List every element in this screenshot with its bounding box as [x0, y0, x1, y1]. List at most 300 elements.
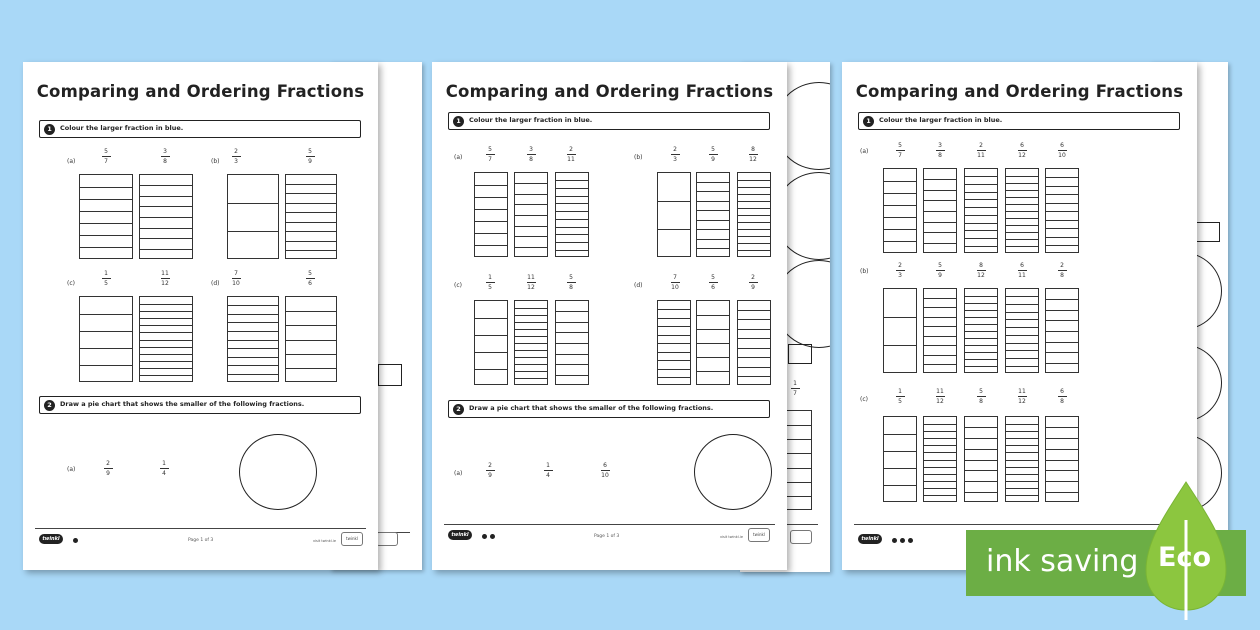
fraction-bar-segment-line	[475, 209, 507, 210]
fraction-bar[interactable]	[737, 172, 771, 257]
fraction-bar-segment-line	[965, 492, 997, 493]
fraction-bar-segment-line	[738, 376, 770, 377]
fraction-bar-segment-line	[515, 329, 547, 330]
fraction-bar[interactable]	[474, 300, 508, 385]
fraction-bar[interactable]	[737, 300, 771, 385]
twinkl-logo: twinkl	[448, 530, 472, 540]
fraction-bar[interactable]	[1005, 288, 1039, 373]
fraction-bar-segment-line	[556, 354, 588, 355]
fraction-bar-segment-line	[1046, 438, 1078, 439]
fraction-bar-segment-line	[787, 482, 811, 483]
fraction-bar-segment-line	[140, 185, 192, 186]
fraction-bar-segment-line	[556, 332, 588, 333]
fraction-bar-segment-line	[1006, 296, 1038, 297]
question-number: 2	[453, 404, 464, 415]
fraction-bar[interactable]	[1005, 416, 1039, 502]
fraction-bar-segment-line	[1006, 495, 1038, 496]
fraction-bar-segment-line	[787, 468, 811, 469]
fraction-bar-segment-line	[697, 357, 729, 358]
fraction-bar-segment-line	[286, 222, 336, 223]
fraction-bar-segment-line	[80, 223, 132, 224]
fraction-bar-segment-line	[1006, 350, 1038, 351]
fraction-bar-segment-line	[697, 315, 729, 316]
fraction: 3 8	[929, 142, 951, 159]
page-number: Page 1 of 3	[188, 538, 214, 543]
fraction-bar-segment-line	[140, 228, 192, 229]
fraction: 5 8	[970, 388, 992, 405]
fraction: 8 12	[977, 262, 985, 279]
fraction-bar-segment-line	[965, 427, 997, 428]
fraction: 5 6	[299, 270, 321, 287]
fraction: 5 9	[702, 146, 724, 163]
fraction-bar-segment-line	[228, 365, 278, 366]
fraction: 2 9	[742, 274, 764, 291]
fraction-bar-segment-line	[286, 354, 336, 355]
fraction: 1 4	[153, 460, 175, 477]
fraction-bar[interactable]	[883, 168, 917, 253]
fraction-bar-segment-line	[658, 360, 690, 361]
fraction-bar-segment-line	[1006, 304, 1038, 305]
fraction-bar-segment-line	[228, 231, 278, 232]
fraction-bar-segment-line	[515, 364, 547, 365]
fraction-bar[interactable]	[285, 296, 337, 382]
fraction-bar-segment-line	[738, 208, 770, 209]
fraction-bar-segment-line	[1046, 177, 1078, 178]
fraction-bar-segment-line	[965, 359, 997, 360]
fraction-bar-segment-line	[1006, 343, 1038, 344]
fraction-bar-segment-line	[924, 452, 956, 453]
question-2-box	[39, 396, 361, 414]
fraction-bar-segment-line	[658, 201, 690, 202]
question-1-box	[39, 120, 361, 138]
fraction-bar[interactable]	[555, 300, 589, 385]
fraction-bar-segment-line	[658, 326, 690, 327]
question-number: 1	[453, 116, 464, 127]
visit-link: visit twinkl.ie	[313, 539, 336, 543]
fraction-bar-segment-line	[515, 183, 547, 184]
fraction-bar-segment-line	[965, 184, 997, 185]
fraction-bar-segment-line	[1006, 366, 1038, 367]
fraction-bar-segment-line	[787, 453, 811, 454]
fraction-bar-segment-line	[884, 345, 916, 346]
fraction: 7 10	[671, 274, 679, 291]
fraction-bar-segment-line	[1006, 358, 1038, 359]
fraction-bar[interactable]	[964, 288, 998, 373]
fraction-bar-segment-line	[1006, 246, 1038, 247]
question-number: 1	[44, 124, 55, 135]
fraction: 5 7	[889, 142, 911, 159]
question-1-box	[448, 112, 770, 130]
fraction-bar-segment-line	[738, 329, 770, 330]
fraction-bar-segment-line	[965, 470, 997, 471]
fraction-bar-segment-line	[658, 377, 690, 378]
page-indicator-dot	[490, 534, 495, 539]
fraction-bar-segment-line	[140, 304, 192, 305]
fraction-bar-segment-line	[515, 378, 547, 379]
twinkl-logo: twinkl	[39, 534, 63, 544]
fraction-bar-segment-line	[924, 481, 956, 482]
fraction: 7 10	[232, 270, 240, 287]
fraction-bar-segment-line	[1006, 488, 1038, 489]
fraction-bar-segment-line	[228, 322, 278, 323]
fraction: 3 8	[154, 148, 176, 165]
fraction: 1 5	[889, 388, 911, 405]
fraction-bar[interactable]	[514, 172, 548, 257]
question-number: 1	[863, 116, 874, 127]
fraction-bar-segment-line	[658, 335, 690, 336]
fraction-bar-segment-line	[475, 197, 507, 198]
fraction-bar-segment-line	[697, 191, 729, 192]
fraction-bar[interactable]	[883, 288, 917, 373]
fraction-bar-segment-line	[80, 348, 132, 349]
fraction-bar-segment-line	[1006, 460, 1038, 461]
fraction-bar-segment-line	[475, 335, 507, 336]
question-instruction: Colour the larger fraction in blue.	[469, 116, 593, 124]
fraction: 6 10	[1058, 142, 1066, 159]
fraction-bar[interactable]	[923, 288, 957, 373]
fraction: 1 5	[479, 274, 501, 291]
fraction-bar-segment-line	[515, 226, 547, 227]
fraction-bar-segment-line	[658, 318, 690, 319]
fraction: 5 6	[702, 274, 724, 291]
fraction-bar-segment-line	[738, 367, 770, 368]
fraction-bar-segment-line	[228, 357, 278, 358]
fraction-bar-segment-line	[515, 343, 547, 344]
fraction-bar-segment-line	[924, 474, 956, 475]
fraction-bar[interactable]	[139, 296, 193, 382]
fraction-bar-segment-line	[1006, 239, 1038, 240]
fraction-bar-segment-line	[884, 468, 916, 469]
fraction-bar-segment-line	[1006, 452, 1038, 453]
fraction-bar-segment-line	[80, 199, 132, 200]
fraction-bar-segment-line	[475, 245, 507, 246]
fraction-bar-segment-line	[515, 371, 547, 372]
fraction-bar-segment-line	[1006, 424, 1038, 425]
fraction: 11 12	[527, 274, 535, 291]
fraction: 5 7	[479, 146, 501, 163]
fraction: 8 12	[749, 146, 757, 163]
worksheet-2	[432, 62, 787, 570]
fraction-bar-segment-line	[924, 431, 956, 432]
page-indicator-dot	[908, 538, 913, 543]
pie-chart-circle[interactable]	[694, 434, 772, 510]
fraction-bar-segment-line	[80, 314, 132, 315]
fraction-bar-segment-line	[884, 205, 916, 206]
fraction-bar-segment-line	[738, 215, 770, 216]
fraction: 6 8	[1051, 388, 1073, 405]
fraction-bar-segment-line	[658, 309, 690, 310]
page-indicator-dot	[900, 538, 905, 543]
part-label: (a)	[860, 148, 869, 155]
footer-line	[854, 524, 1185, 525]
footer-badge: twinkl	[341, 532, 363, 546]
fraction-bar-segment-line	[80, 211, 132, 212]
page-indicator-dot	[892, 538, 897, 543]
fraction-bar-segment-line	[1006, 481, 1038, 482]
page-indicator-dot	[482, 534, 487, 539]
fraction-bar-segment-line	[1046, 310, 1078, 311]
twinkl-logo: twinkl	[858, 534, 882, 544]
fraction-bar-segment-line	[228, 348, 278, 349]
fraction-bar[interactable]	[964, 168, 998, 253]
part-label: (a)	[67, 158, 76, 165]
fraction-bar-segment-line	[140, 238, 192, 239]
fraction-bar-segment-line	[556, 311, 588, 312]
fraction-bar-segment-line	[556, 196, 588, 197]
part-label: (c)	[67, 280, 75, 287]
fraction-bar[interactable]	[227, 174, 279, 259]
fraction-bar-segment-line	[286, 241, 336, 242]
fraction-bar-segment-line	[1046, 492, 1078, 493]
fraction-bar-segment-line	[884, 193, 916, 194]
fraction-bar-segment-line	[475, 369, 507, 370]
fraction-bar[interactable]	[657, 300, 691, 385]
fraction-bar[interactable]	[79, 296, 133, 382]
fraction-bar-segment-line	[556, 188, 588, 189]
fraction-bar-segment-line	[1006, 204, 1038, 205]
fraction-bar-segment-line	[1046, 299, 1078, 300]
fraction-bar-segment-line	[1006, 218, 1038, 219]
fraction-bar-segment-line	[1046, 228, 1078, 229]
fraction-bar-segment-line	[1046, 203, 1078, 204]
fraction-bar-segment-line	[515, 322, 547, 323]
fraction-bar-segment-line	[1006, 445, 1038, 446]
fraction-bar-segment-line	[475, 221, 507, 222]
fraction-bar[interactable]	[923, 168, 957, 253]
fraction-bar-segment-line	[697, 182, 729, 183]
fraction-bar[interactable]	[514, 300, 548, 385]
page-indicator-dot	[73, 538, 78, 543]
fraction-bar[interactable]	[79, 174, 133, 259]
fraction-bar-segment-line	[228, 331, 278, 332]
fraction-bar-segment-line	[556, 375, 588, 376]
fraction-bar[interactable]	[1005, 168, 1039, 253]
fraction-bar-segment-line	[1006, 438, 1038, 439]
fraction-bar-segment-line	[965, 331, 997, 332]
worksheet-title: Comparing and Ordering Fractions	[855, 82, 1184, 101]
question-instruction: Colour the larger fraction in blue.	[879, 116, 1003, 124]
fraction-bar-segment-line	[787, 496, 811, 497]
fraction-bar-segment-line	[924, 345, 956, 346]
fraction-bar-segment-line	[924, 200, 956, 201]
fraction-bar-segment-line	[658, 229, 690, 230]
fraction-bar-segment-line	[140, 206, 192, 207]
fraction-bar-segment-line	[1046, 245, 1078, 246]
footer-line	[35, 528, 366, 529]
fraction-bar-segment-line	[286, 311, 336, 312]
fraction-bar-segment-line	[1006, 211, 1038, 212]
fraction-bar-segment-line	[697, 210, 729, 211]
fraction-bar[interactable]	[139, 174, 193, 259]
fraction-bar-segment-line	[1046, 331, 1078, 332]
fraction-bar-segment-line	[140, 249, 192, 250]
fraction-bar-segment-line	[1006, 467, 1038, 468]
visit-link: visit twinkl.ie	[720, 535, 743, 539]
fraction-bar-segment-line	[924, 424, 956, 425]
fraction-bar-segment-line	[738, 229, 770, 230]
pie-chart-circle[interactable]	[239, 434, 317, 510]
fraction: 2 9	[479, 462, 501, 479]
fraction-bar-segment-line	[286, 212, 336, 213]
fraction-bar-segment-line	[924, 190, 956, 191]
fraction-bar-segment-line	[924, 179, 956, 180]
fraction-bar[interactable]	[1045, 168, 1079, 253]
question-instruction: Draw a pie chart that shows the smaller of the following fractions.	[60, 400, 305, 408]
fraction-bar-segment-line	[738, 222, 770, 223]
fraction-bar-segment-line	[228, 203, 278, 204]
fraction-bar-segment-line	[556, 343, 588, 344]
fraction-bar-segment-line	[924, 460, 956, 461]
fraction-bar-segment-line	[475, 318, 507, 319]
fraction-bar-segment-line	[1046, 320, 1078, 321]
fraction: 2 3	[664, 146, 686, 163]
fraction-bar-segment-line	[515, 215, 547, 216]
fraction-bar-segment-line	[80, 187, 132, 188]
part-label: (d)	[211, 280, 220, 287]
fraction-bar-segment-line	[884, 229, 916, 230]
fraction-bar-segment-line	[515, 308, 547, 309]
fraction-bar[interactable]	[555, 172, 589, 257]
fraction: 6 12	[1018, 142, 1026, 159]
fraction-bar-segment-line	[965, 296, 997, 297]
fraction-bar-segment-line	[884, 434, 916, 435]
fraction-bar-segment-line	[738, 201, 770, 202]
fraction-bar-segment-line	[515, 336, 547, 337]
back-fraction: 1 7	[784, 380, 806, 397]
fraction-bar-segment-line	[738, 236, 770, 237]
fraction-bar-segment-line	[965, 449, 997, 450]
fraction-bar-segment-line	[286, 231, 336, 232]
fraction-bar-segment-line	[965, 215, 997, 216]
fraction: 3 8	[520, 146, 542, 163]
part-label: (a)	[67, 466, 76, 473]
question-2-box	[448, 400, 770, 418]
fraction-bar-segment-line	[286, 250, 336, 251]
fraction-bar[interactable]	[696, 172, 730, 257]
fraction-bar-segment-line	[1006, 225, 1038, 226]
fraction-bar-segment-line	[697, 329, 729, 330]
back-answer-box	[378, 364, 402, 386]
fraction-bar-segment-line	[475, 352, 507, 353]
fraction-bar-segment-line	[1006, 327, 1038, 328]
fraction-bar-segment-line	[697, 248, 729, 249]
fraction-bar-segment-line	[738, 180, 770, 181]
fraction-bar-segment-line	[965, 246, 997, 247]
fraction-bar-segment-line	[965, 303, 997, 304]
fraction-bar-segment-line	[286, 325, 336, 326]
fraction-bar-segment-line	[228, 374, 278, 375]
fraction-bar-segment-line	[965, 317, 997, 318]
fraction-bar-segment-line	[1006, 183, 1038, 184]
fraction-bar-segment-line	[965, 460, 997, 461]
fraction-bar-segment-line	[924, 307, 956, 308]
part-label: (c)	[454, 282, 462, 289]
fraction-bar[interactable]	[786, 410, 812, 510]
fraction-bar-segment-line	[658, 343, 690, 344]
fraction-bar-segment-line	[1006, 197, 1038, 198]
fraction-bar-segment-line	[1006, 431, 1038, 432]
fraction-bar-segment-line	[884, 485, 916, 486]
fraction-bar-segment-line	[738, 319, 770, 320]
fraction-bar[interactable]	[1045, 288, 1079, 373]
question-1-box	[858, 112, 1180, 130]
fraction-bar-segment-line	[286, 193, 336, 194]
fraction-bar-segment-line	[884, 181, 916, 182]
fraction-bar-segment-line	[965, 230, 997, 231]
part-label: (b)	[860, 268, 869, 275]
fraction-bar-segment-line	[738, 250, 770, 251]
fraction: 2 3	[225, 148, 247, 165]
fraction-bar[interactable]	[964, 416, 998, 502]
fraction-bar-segment-line	[965, 238, 997, 239]
fraction-bar[interactable]	[883, 416, 917, 502]
fraction-bar-segment-line	[556, 234, 588, 235]
fraction-bar-segment-line	[515, 247, 547, 248]
fraction-bar-segment-line	[140, 340, 192, 341]
fraction-bar-segment-line	[140, 217, 192, 218]
fraction-bar-segment-line	[924, 495, 956, 496]
fraction-bar-segment-line	[1046, 211, 1078, 212]
fraction-bar-segment-line	[965, 207, 997, 208]
fraction-bar-segment-line	[1046, 220, 1078, 221]
fraction-bar-segment-line	[556, 211, 588, 212]
fraction-bar[interactable]	[1045, 416, 1079, 502]
fraction-bar-segment-line	[1006, 319, 1038, 320]
fraction-bar-segment-line	[140, 311, 192, 312]
fraction-bar-segment-line	[884, 451, 916, 452]
fraction-bar-segment-line	[965, 199, 997, 200]
fraction-bar[interactable]	[285, 174, 337, 259]
fraction-bar-segment-line	[1046, 470, 1078, 471]
fraction-bar-segment-line	[1046, 363, 1078, 364]
fraction: 2 8	[1051, 262, 1073, 279]
fraction-bar-segment-line	[140, 196, 192, 197]
part-label: (d)	[634, 282, 643, 289]
fraction-bar[interactable]	[227, 296, 279, 382]
fraction-bar-segment-line	[1006, 335, 1038, 336]
fraction-bar-segment-line	[787, 439, 811, 440]
fraction-bar-segment-line	[1046, 481, 1078, 482]
fraction-bar-segment-line	[1046, 237, 1078, 238]
fraction-bar[interactable]	[696, 300, 730, 385]
fraction: 5 9	[929, 262, 951, 279]
question-instruction: Draw a pie chart that shows the smaller of the following fractions.	[469, 404, 714, 412]
fraction-bar[interactable]	[923, 416, 957, 502]
fraction: 1 4	[537, 462, 559, 479]
fraction-bar[interactable]	[657, 172, 691, 257]
back-answer-box	[1196, 222, 1220, 242]
fraction-bar-segment-line	[475, 185, 507, 186]
fraction-bar-segment-line	[658, 369, 690, 370]
fraction-bar-segment-line	[1046, 352, 1078, 353]
fraction-bar-segment-line	[738, 348, 770, 349]
fraction-bar-segment-line	[924, 326, 956, 327]
fraction-bar[interactable]	[474, 172, 508, 257]
footer-badge	[376, 532, 398, 546]
fraction-bar-segment-line	[658, 352, 690, 353]
fraction-bar-segment-line	[787, 425, 811, 426]
fraction-bar-segment-line	[924, 438, 956, 439]
fraction: 2 11	[977, 142, 985, 159]
fraction-bar-segment-line	[884, 241, 916, 242]
fraction-bar-segment-line	[556, 219, 588, 220]
fraction-bar-segment-line	[738, 187, 770, 188]
fraction-bar-segment-line	[965, 481, 997, 482]
fraction-bar-segment-line	[884, 217, 916, 218]
part-label: (b)	[211, 158, 220, 165]
question-number: 2	[44, 400, 55, 411]
fraction-bar-segment-line	[140, 318, 192, 319]
